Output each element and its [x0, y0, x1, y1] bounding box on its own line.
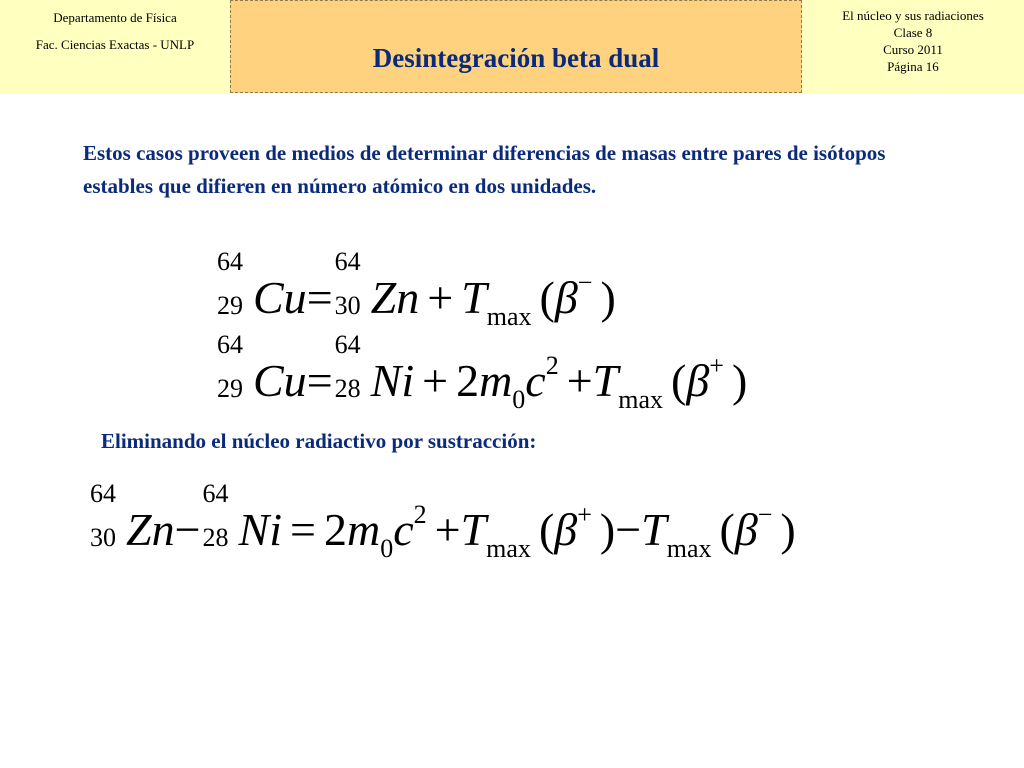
cu-atomic-number: 29 — [217, 374, 243, 403]
light-speed-symbol: c — [525, 355, 546, 406]
ni-symbol: Ni — [238, 504, 283, 555]
rest-mass-subscript: 0 — [512, 385, 526, 414]
cu-mass-number: 64 — [217, 247, 243, 276]
max-subscript: max — [666, 534, 712, 563]
right-paren: ) — [731, 355, 748, 406]
beta-symbol: β — [554, 504, 578, 555]
t-symbol: T — [460, 504, 487, 555]
zn-nuclide-prefix — [333, 247, 371, 320]
cu-nuclide-prefix — [215, 247, 253, 320]
minus-sign: − — [615, 504, 642, 555]
t-symbol: T — [592, 355, 619, 406]
cu-mass-number: 64 — [217, 330, 243, 359]
right-paren: ) — [600, 272, 616, 323]
left-paren: ( — [538, 504, 555, 555]
department-label: Departamento de Física — [53, 10, 177, 25]
course-year: Curso 2011 — [883, 42, 943, 57]
header-title-box — [230, 0, 802, 93]
cu-symbol: Cu — [253, 272, 307, 323]
beta-minus-sign: − — [577, 268, 593, 297]
beta-symbol: β — [686, 355, 710, 406]
zn-atomic-number: 30 — [334, 291, 361, 320]
max-subscript: max — [486, 534, 531, 563]
ni-mass-number: 64 — [334, 330, 361, 359]
coefficient-two: 2 — [456, 355, 480, 406]
equation-zn-ni — [88, 479, 796, 563]
ni-nuclide-prefix — [333, 330, 371, 403]
coefficient-two: 2 — [323, 504, 347, 555]
plus-sign: + — [422, 355, 449, 406]
subtraction-heading: Eliminando el núcleo radiactivo por sustracción: — [101, 429, 537, 453]
ni-atomic-number: 28 — [334, 374, 361, 403]
cu-atomic-number: 29 — [217, 291, 243, 320]
left-paren: ( — [719, 504, 735, 555]
header-left — [0, 0, 230, 94]
zn-mass-number: 64 — [334, 247, 361, 276]
intro-paragraph: Estos casos proveen de medios de determinar diferencias de masas entre pares de isótopos estables que difieren en número atómico en dos unidades. — [83, 141, 886, 198]
beta-minus-sign: − — [757, 500, 773, 529]
zn-mass-number: 64 — [90, 479, 116, 508]
equals-sign: = — [290, 504, 316, 555]
max-subscript: max — [618, 385, 664, 414]
equals-sign: = — [306, 355, 333, 406]
equation-cu-zn — [215, 247, 616, 331]
rest-mass-subscript: 0 — [380, 534, 394, 563]
equals-sign: = — [306, 272, 333, 323]
right-paren: ) — [780, 504, 796, 555]
t-symbol: T — [461, 272, 487, 323]
light-speed-symbol: c — [393, 504, 414, 555]
header-right — [802, 0, 1024, 94]
beta-symbol: β — [554, 272, 578, 323]
beta-plus-sign: + — [577, 500, 592, 529]
squared-exponent: 2 — [413, 500, 427, 529]
course-topic: El núcleo y sus radiaciones — [842, 8, 984, 23]
zn-nuclide-prefix — [88, 479, 126, 552]
ni-nuclide-prefix — [201, 479, 239, 552]
mass-symbol: m — [346, 504, 381, 555]
ni-mass-number: 64 — [202, 479, 229, 508]
beta-plus-sign: + — [709, 351, 724, 380]
ni-atomic-number: 28 — [202, 523, 229, 552]
ni-symbol: Ni — [370, 355, 415, 406]
max-subscript: max — [486, 302, 532, 331]
plus-sign: + — [427, 272, 454, 323]
squared-exponent: 2 — [545, 351, 559, 380]
plus-sign: + — [566, 355, 593, 406]
faculty-label: Fac. Ciencias Exactas - UNLP — [35, 37, 195, 52]
cu-symbol: Cu — [253, 355, 307, 406]
plus-sign: + — [434, 504, 461, 555]
cu-nuclide-prefix — [215, 330, 253, 403]
left-paren: ( — [671, 355, 687, 406]
zn-symbol: Zn — [370, 272, 420, 323]
beta-symbol: β — [734, 504, 758, 555]
t-symbol: T — [641, 504, 667, 555]
mass-symbol: m — [479, 355, 513, 406]
right-paren: ) — [599, 504, 616, 555]
class-number: Clase 8 — [893, 25, 933, 40]
minus-sign: − — [174, 504, 201, 555]
zn-atomic-number: 30 — [90, 523, 116, 552]
page-title: Desintegración beta dual — [372, 43, 660, 73]
equation-cu-ni — [215, 330, 748, 414]
page-number: Página 16 — [887, 59, 939, 74]
left-paren: ( — [539, 272, 555, 323]
zn-symbol: Zn — [126, 504, 175, 555]
